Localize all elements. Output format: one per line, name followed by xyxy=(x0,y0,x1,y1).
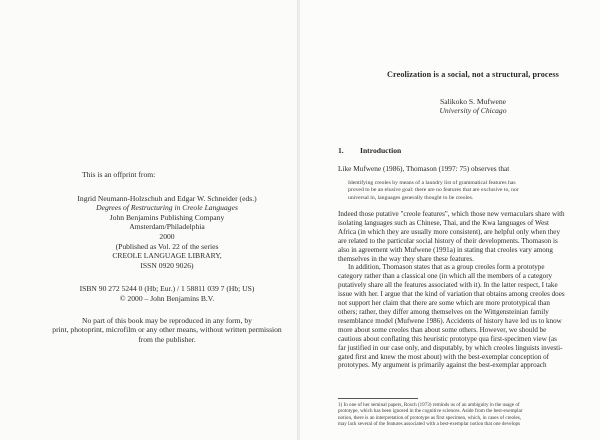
body-line: putatively share all the features associated with it). In the latter respect, I take xyxy=(338,281,558,290)
rights-line: from the publisher. xyxy=(138,334,196,344)
body-line: resemblance model (Mufwene 1986). Accidents of history have led us to know xyxy=(338,316,562,325)
offprint-notice: This is an offprint from: xyxy=(82,170,156,179)
article-title: Creolization is a social, not a structural, process xyxy=(387,70,559,79)
series-name: CREOLE LANGUAGE LIBRARY, xyxy=(112,251,222,261)
section-title: Introduction xyxy=(360,146,402,155)
footnote-line: notion, there is an interpretation of prototype as first specimen, which, in cases of creoles, xyxy=(338,414,522,421)
quote-line: Identifying creoles by means of a laundry list of grammatical features has xyxy=(348,180,516,186)
block-quote xyxy=(348,180,580,202)
body-line: Africa (in which they are usually more consistent), are helpful only when they xyxy=(338,227,561,236)
series-issn: ISSN 0920 9026) xyxy=(140,260,194,270)
left-page xyxy=(0,0,298,440)
publisher: John Benjamins Publishing Company xyxy=(109,212,225,222)
isbn-line: ISBN 90 272 5244 0 (Hb; Eur.) / 1 58811 039 7 (Hb; US) xyxy=(79,284,255,294)
body-line: cautious about conflating this heuristic prototype qua first-specimen view (as xyxy=(338,334,557,343)
body-line: issue with her. I argue that the kind of variation that obtains among creoles does xyxy=(338,290,565,299)
quote-line: proved to be an elusive goal: there are no features that are exclusive to, nor xyxy=(348,187,519,194)
body-line: not support her claim that there are some which are more prototypical than xyxy=(338,299,550,308)
intro-sentence: Like Mufwene (1986), Thomason (1997: 75) observes that xyxy=(338,164,510,173)
body-line: far justified in our case only, and disputably, by which creoles linguists investi- xyxy=(338,343,563,352)
section-heading xyxy=(338,146,401,155)
footnote-line: 1) In one of her seminal papers, Rosch (1973) reminds us of an ambiguity in the usage of xyxy=(338,402,520,408)
section-number: 1. xyxy=(338,146,344,155)
offprint-block xyxy=(52,170,282,344)
footnote-rule xyxy=(338,398,418,399)
body-line: others; rather, they differ among themselves on the Wittgensteinian family xyxy=(338,307,549,316)
right-page xyxy=(300,0,600,440)
editors: Ingrid Neumann-Holzschuh and Edgar W. Schneider (eds.) xyxy=(77,193,257,203)
body-text xyxy=(338,210,590,370)
publication-year: 2000 xyxy=(159,231,175,241)
body-line: are related to the particular social history of their developments. Thomason is xyxy=(338,236,558,245)
body-line: prototypes. My argument is primarily against the best-exemplar approach xyxy=(338,361,547,370)
rights-notice xyxy=(52,316,282,345)
footnote xyxy=(338,402,590,427)
bibliographic-info xyxy=(52,194,282,271)
publisher-place: Amsterdam/Philadelphia xyxy=(129,222,205,232)
body-line: In addition, Thomason states that as a group creoles form a prototype xyxy=(348,263,545,272)
footnote-line: may lack several of the features associated with a best-exemplar notion that one develops xyxy=(338,420,521,427)
body-line: isolating languages such as Chinese, Thai, and the Kwa languages of West xyxy=(338,218,549,227)
author-name: Salikoko S. Mufwene xyxy=(439,97,507,106)
body-line: themselves in the way they share these features. xyxy=(338,254,474,263)
quote-line: universal in, languages generally thought to be creoles. xyxy=(348,194,474,201)
author-affiliation: University of Chicago xyxy=(439,106,507,116)
body-line: gated first and knew the most about) with the best-exemplar conception of xyxy=(338,352,549,361)
footnote-line: prototype, which has been ignored in the cognitive sciences. Aside from the best-exemplar xyxy=(338,408,523,415)
body-line: also in agreement with Mufwene (1991a) in stating that creoles vary among xyxy=(338,245,553,254)
author-block xyxy=(358,97,588,115)
body-line: category rather than a classical one (in which all the members of a category xyxy=(338,272,553,281)
body-line: Indeed those putative "creole features", which those new vernaculars share with xyxy=(338,210,565,218)
rights-line: No part of this book may be reproduced in any form, by xyxy=(82,315,252,325)
book-title: Degrees of Restructuring in Creole Languages xyxy=(96,203,238,213)
body-line: more about some creoles than about some others. However, we should be xyxy=(338,325,547,334)
series-line-1: (Published as Vol. 22 of the series xyxy=(115,241,219,251)
copyright-line: © 2000 – John Benjamins B.V. xyxy=(119,293,215,303)
rights-line: print, photoprint, microfilm or any other means, without written permission xyxy=(52,325,282,335)
